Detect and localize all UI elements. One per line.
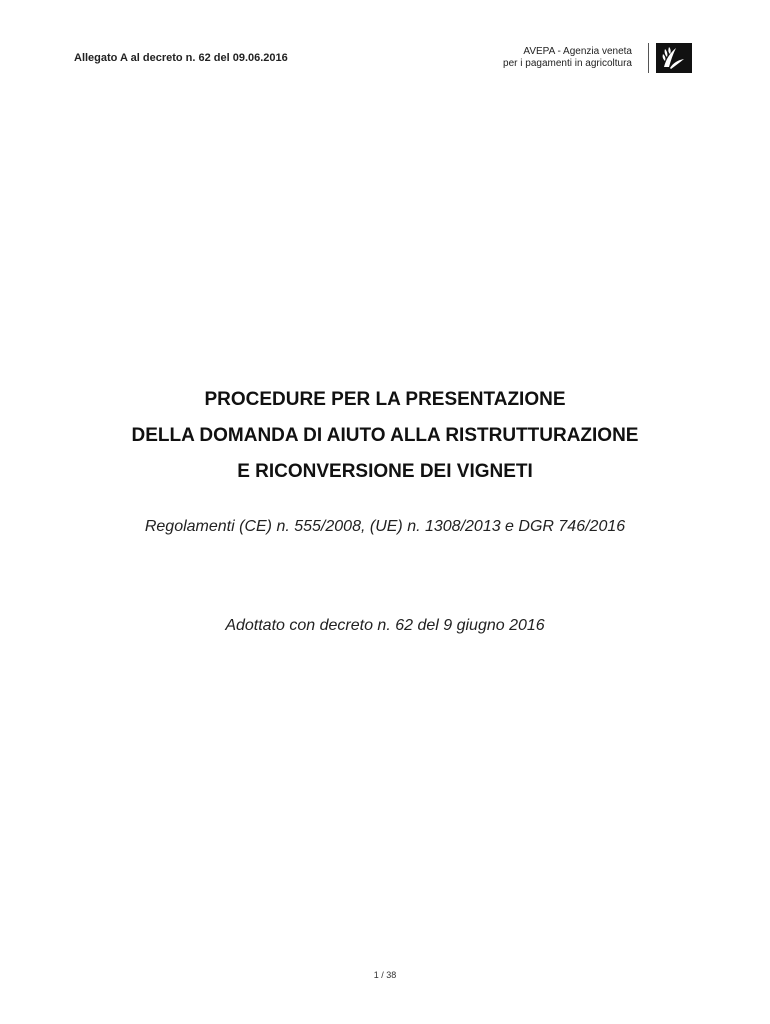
page-number: 1 / 38 bbox=[373, 970, 397, 980]
title-line-1: PROCEDURE PER LA PRESENTAZIONE bbox=[204, 389, 566, 410]
title-line-2: DELLA DOMANDA DI AIUTO ALLA RISTRUTTURAZIONE bbox=[131, 425, 639, 446]
regulations-subtitle: Regolamenti (CE) n. 555/2008, (UE) n. 1308/2013 e DGR 746/2016 bbox=[144, 518, 626, 535]
title-line-3: E RICONVERSIONE DEI VIGNETI bbox=[237, 461, 533, 482]
agency-name-line-2: per i pagamenti in agricoltura bbox=[503, 58, 632, 69]
adoption-note: Adottato con decreto n. 62 del 9 giugno 2016 bbox=[225, 617, 545, 634]
header-divider bbox=[648, 43, 649, 73]
agency-name-line-1: AVEPA - Agenzia veneta bbox=[523, 46, 632, 57]
annex-reference: Allegato A al decreto n. 62 del 09.06.2016 bbox=[74, 52, 288, 64]
document-title bbox=[0, 382, 770, 490]
wheat-leaf-logo-icon bbox=[656, 43, 692, 73]
agency-name bbox=[503, 46, 632, 70]
